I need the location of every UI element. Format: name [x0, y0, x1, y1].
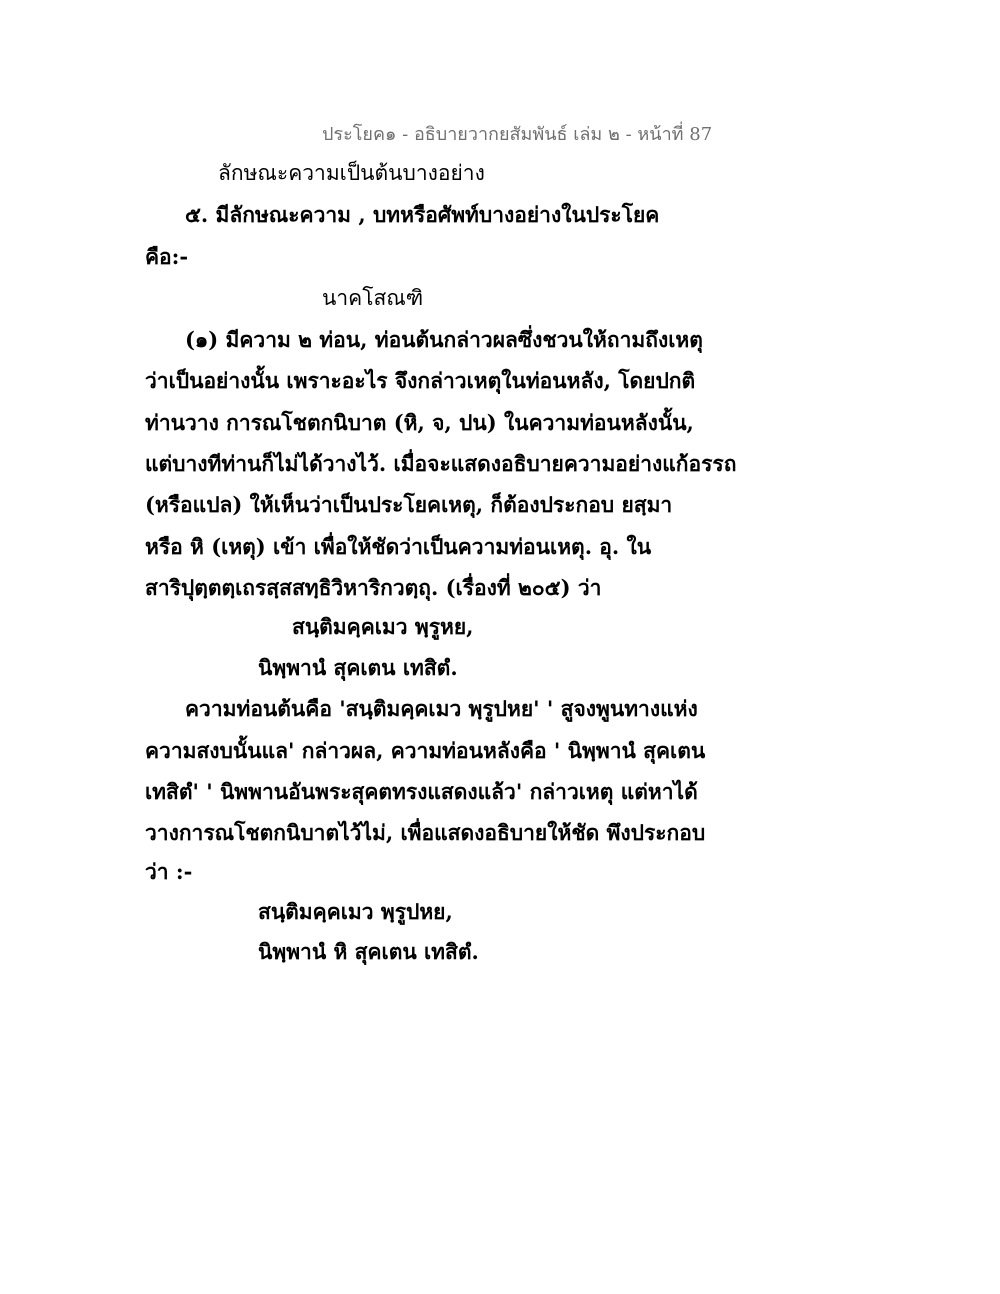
- para2-line-5: ว่า :-: [145, 859, 193, 884]
- subheading: นาคโสณฑิ: [322, 286, 424, 310]
- verse1-line-1: สนฺติมคฺคเมว พฺรูหย,: [292, 614, 474, 639]
- para1-line-7: สาริปุตฺตตฺเถรสฺสสทฺธิวิหาริกวตฺถุ. (เรื่องที่ ๒๐๕) ว่า: [145, 575, 602, 600]
- item-line-1: ๕. มีลักษณะความ , บทหรือศัพท์บางอย่างในประโยค: [185, 202, 660, 227]
- para1-line-4: แต่บางทีท่านก็ไม่ได้วางไว้. เมื่อจะแสดงอธิบายความอย่างแก้อรรถ: [145, 451, 737, 476]
- para2-line-2: ความสงบนั้นแล' กล่าวผล, ความท่อนหลังคือ ' นิพฺพานํ สุคเตน: [145, 738, 706, 763]
- running-header: ประโยค๑ - อธิบายวากยสัมพันธ์ เล่ม ๒ - หน้าที่ 87: [322, 124, 713, 145]
- para2-line-1: ความท่อนต้นคือ 'สนฺติมคฺคเมว พฺรูปหย' ' สูจงพูนทางแห่ง: [185, 696, 698, 721]
- section-heading: ลักษณะความเป็นต้นบางอย่าง: [218, 161, 485, 185]
- para2-line-3: เทสิตํ' ' นิพพานอันพระสุคตทรงแสดงแล้ว' กล่าวเหตุ แต่หาได้: [145, 779, 698, 804]
- para2-line-4: วางการณโชตกนิบาตไว้ไม่, เพื่อแสดงอธิบายให้ชัด พึงประกอบ: [145, 820, 706, 845]
- item-line-2: คือ:-: [145, 244, 189, 269]
- para1-line-1: (๑) มีความ ๒ ท่อน, ท่อนต้นกล่าวผลซึ่งชวนให้ถามถึงเหตุ: [185, 327, 703, 352]
- para1-line-2: ว่าเป็นอย่างนั้น เพราะอะไร จึงกล่าวเหตุในท่อนหลัง, โดยปกติ: [145, 368, 696, 393]
- verse2-line-1: สนฺติมคฺคเมว พฺรูปหย,: [258, 899, 453, 924]
- verse2-line-2: นิพฺพานํ หิ สุคเตน เทสิตํ.: [258, 939, 479, 964]
- para1-line-6: หรือ หิ (เหตุ) เข้า เพื่อให้ชัดว่าเป็นความท่อนเหตุ. อุ. ใน: [145, 534, 652, 559]
- verse1-line-2: นิพฺพานํ สุคเตน เทสิตํ.: [258, 655, 458, 680]
- para1-line-3: ท่านวาง การณโชตกนิบาต (หิ, จ, ปน) ในความท่อนหลังนั้น,: [145, 410, 694, 435]
- para1-line-5: (หรือแปล) ให้เห็นว่าเป็นประโยคเหตุ, ก็ต้องประกอบ ยสฺมา: [145, 492, 673, 517]
